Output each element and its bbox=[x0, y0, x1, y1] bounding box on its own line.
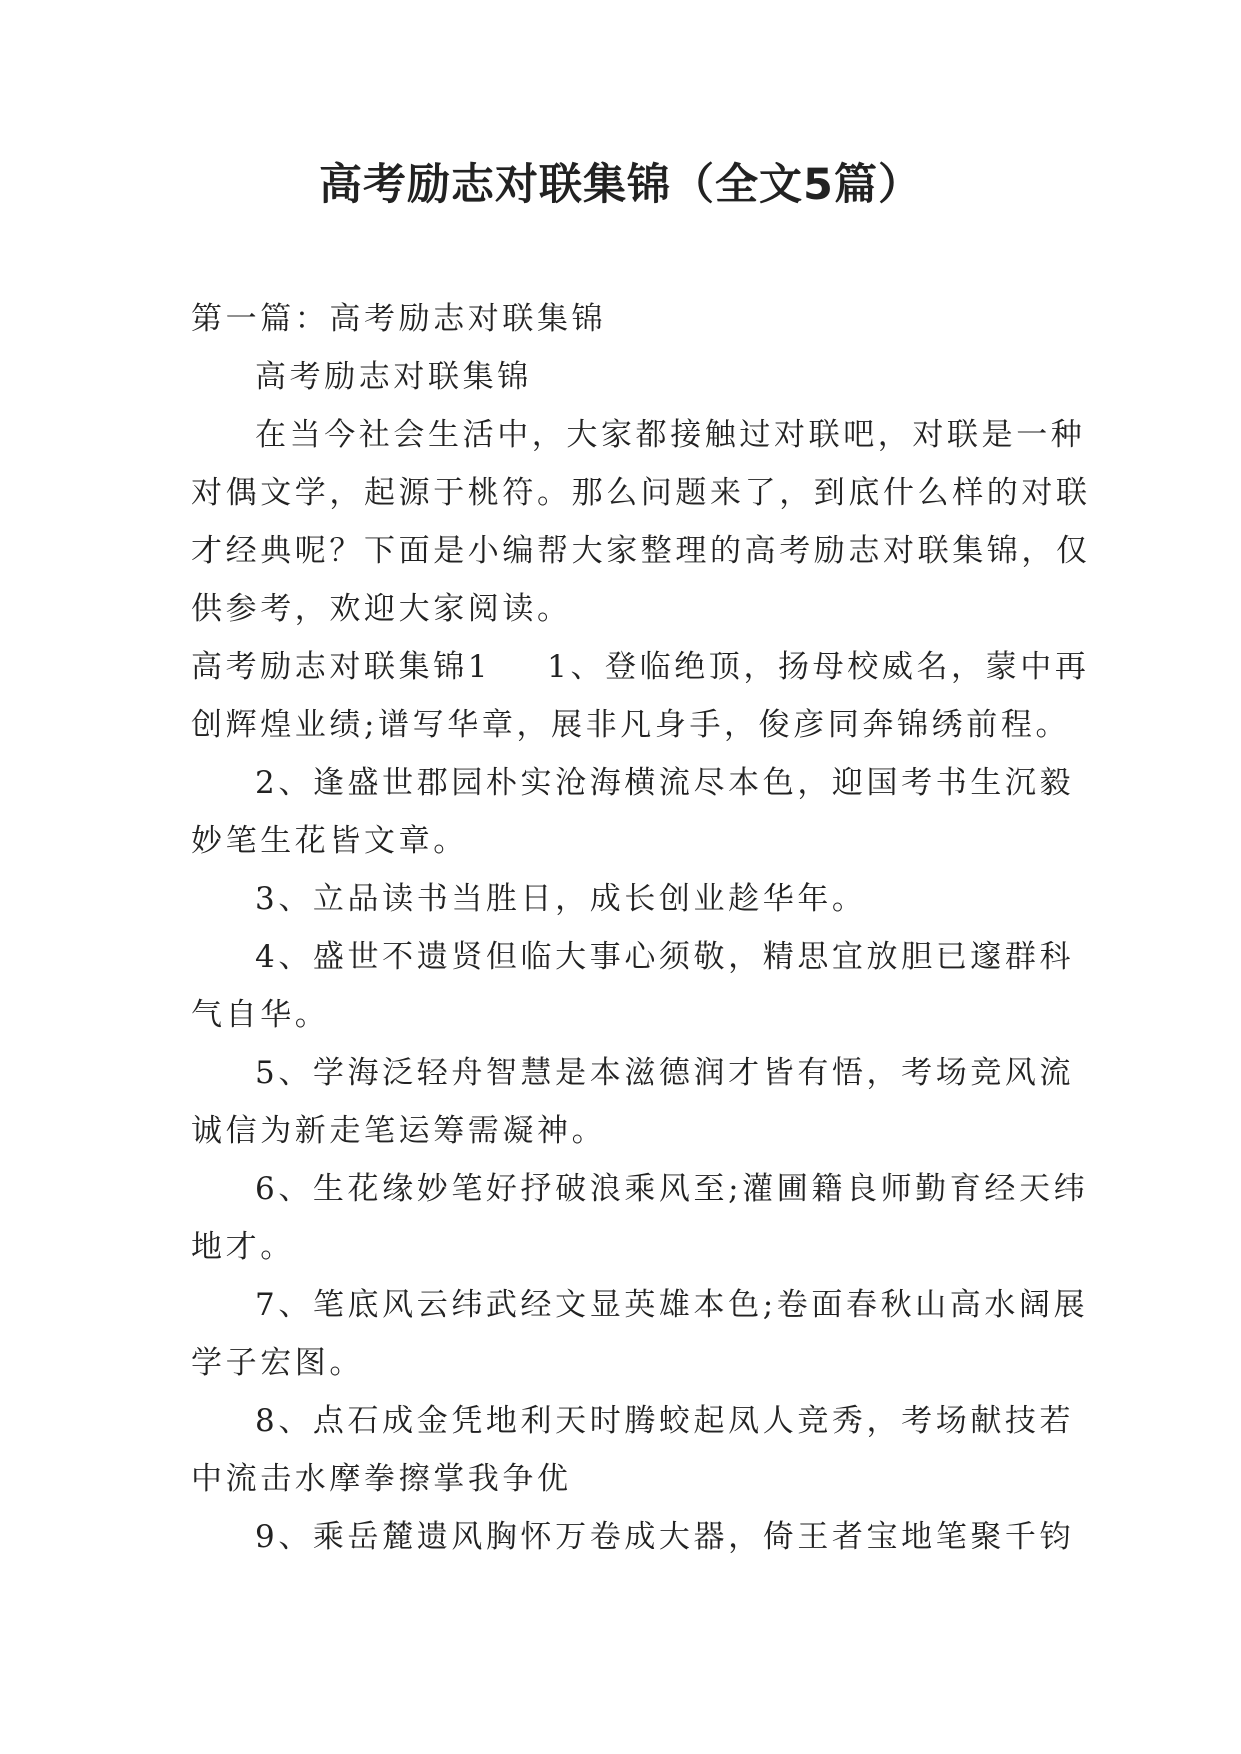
couplet-item: 7、笔底风云纬武经文显英雄本色;卷面春秋山高水阔展 bbox=[255, 1287, 1089, 1323]
subhead-line bbox=[191, 638, 1090, 696]
couplet-item: 2、逢盛世郡园朴实沧海横流尽本色，迎国考书生沉毅 bbox=[255, 765, 1075, 801]
paragraph-line: 妙笔生花皆文章。 bbox=[191, 823, 468, 859]
subhead: 高考励志对联集锦1 bbox=[191, 649, 492, 685]
paragraph-line: 创辉煌业绩;谱写华章，展非凡身手，俊彦同奔锦绣前程。 bbox=[191, 707, 1071, 743]
couplet-item: 5、学海泛轻舟智慧是本滋德润才皆有悟，考场竞风流 bbox=[255, 1055, 1075, 1091]
couplet-item: 4、盛世不遗贤但临大事心须敬，精思宜放胆已邃群科 bbox=[255, 939, 1075, 975]
section-heading: 第一篇：高考励志对联集锦 bbox=[191, 301, 607, 337]
paragraph-line: 对偶文学，起源于桃符。那么问题来了，到底什么样的对联 bbox=[191, 475, 1091, 511]
couplet-item: 1、登临绝顶，扬母校威名，蒙中再 bbox=[547, 649, 1090, 685]
document-body bbox=[191, 290, 1091, 1566]
paragraph-line: 诚信为新走笔运筹需凝神。 bbox=[191, 1113, 607, 1149]
document-title: 高考励志对联集锦（全文5篇） bbox=[319, 160, 922, 210]
paragraph-line: 在当今社会生活中，大家都接触过对联吧，对联是一种 bbox=[255, 417, 1086, 453]
couplet-item: 6、生花缘妙笔好抒破浪乘风至;灌圃籍良师勤育经天纬 bbox=[255, 1171, 1089, 1207]
paragraph-line: 中流击水摩拳擦掌我争优 bbox=[191, 1461, 572, 1497]
paragraph-line: 供参考，欢迎大家阅读。 bbox=[191, 591, 572, 627]
couplet-item: 9、乘岳麓遗风胸怀万卷成大器，倚王者宝地笔聚千钧 bbox=[255, 1519, 1075, 1555]
paragraph-line: 气自华。 bbox=[191, 997, 330, 1033]
paragraph-line: 才经典呢？下面是小编帮大家整理的高考励志对联集锦，仅 bbox=[191, 533, 1091, 569]
paragraph-line: 学子宏图。 bbox=[191, 1345, 364, 1381]
article-title: 高考励志对联集锦 bbox=[255, 359, 532, 395]
couplet-item: 8、点石成金凭地利天时腾蛟起凤人竞秀，考场献技若 bbox=[255, 1403, 1075, 1439]
couplet-item: 3、立品读书当胜日，成长创业趁华年。 bbox=[255, 881, 867, 917]
paragraph-line: 地才。 bbox=[191, 1229, 295, 1265]
